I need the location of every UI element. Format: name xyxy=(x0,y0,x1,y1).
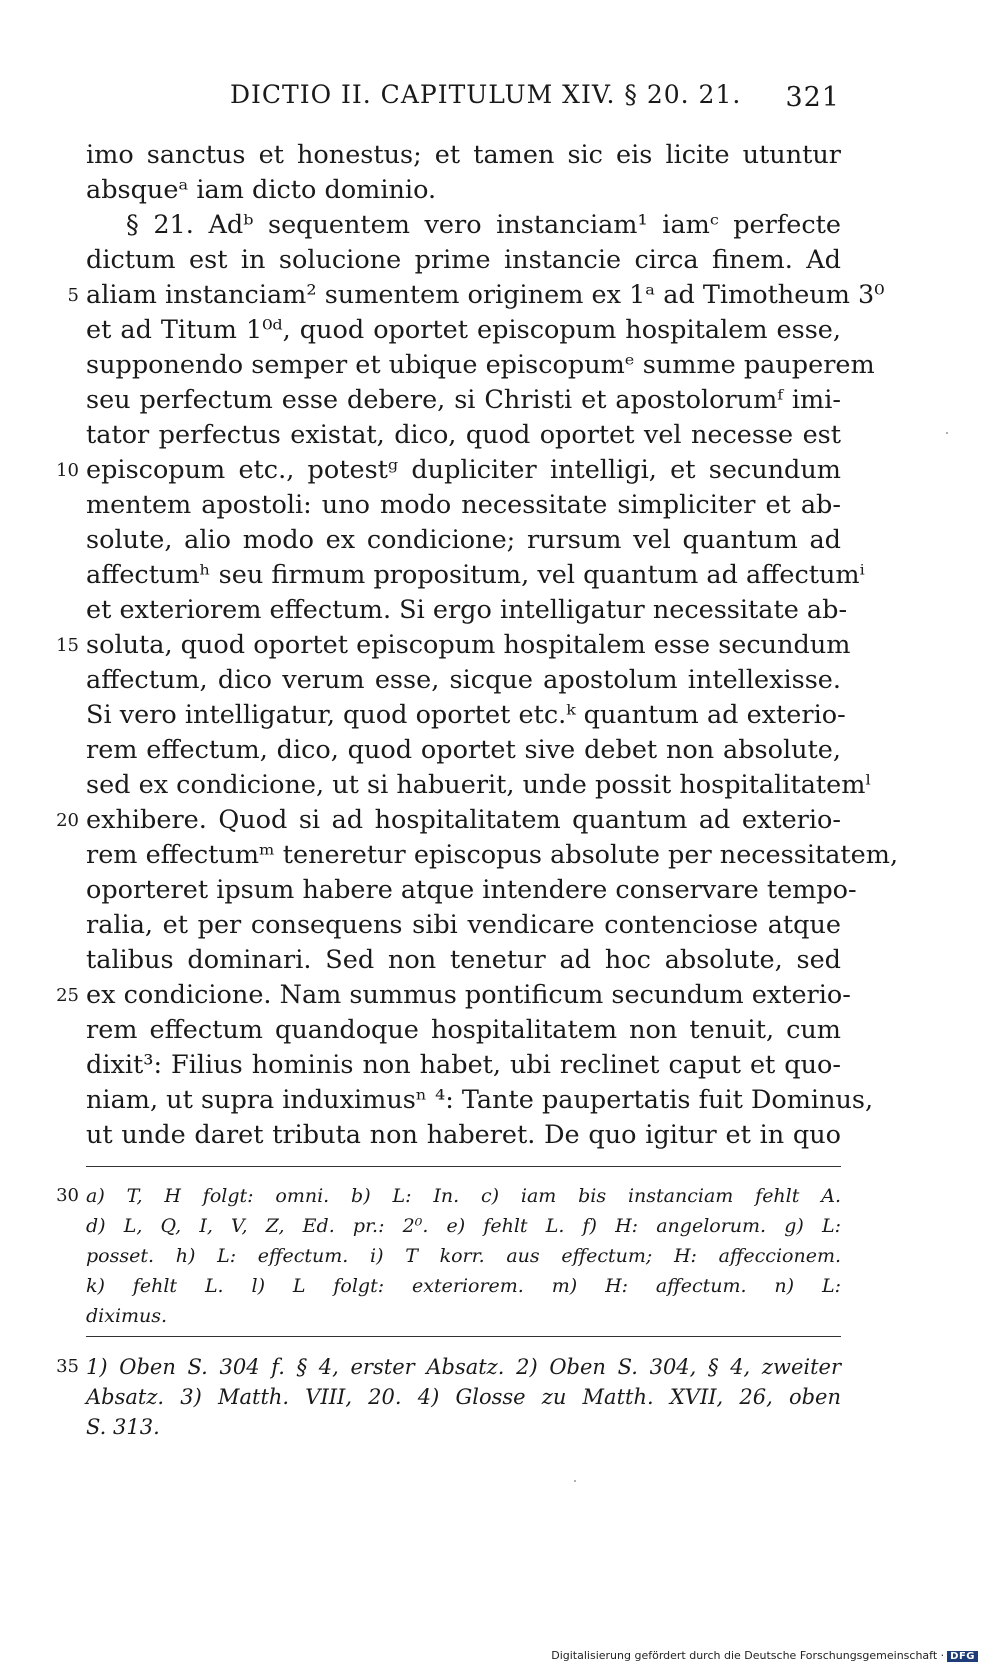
footnote-line xyxy=(86,1412,841,1442)
main-text xyxy=(56,138,899,1153)
apparatus-text: posset. h) L: effectum. i) T korr. aus effectum; H: affeccionem. xyxy=(86,1245,841,1267)
text-line xyxy=(86,908,841,943)
text-line xyxy=(86,208,841,243)
footnote-text: S. 313. xyxy=(86,1415,160,1439)
line-text: niam, ut supra induximusⁿ ⁴: Tante paupertatis fuit Dominus, xyxy=(86,1085,874,1115)
text-line xyxy=(86,523,841,558)
critical-apparatus xyxy=(56,1181,841,1331)
line-text: § 21. Adᵇ sequentem vero instanciam¹ iamᶜ perfecte xyxy=(126,210,841,240)
footnotes xyxy=(56,1352,841,1442)
text-line xyxy=(86,873,857,908)
apparatus-divider xyxy=(86,1166,841,1167)
line-number: 30 xyxy=(56,1185,79,1206)
line-text: solute, alio modo ex condicione; rursum vel quantum ad xyxy=(86,525,841,555)
line-text: Si vero intelligatur, quod oportet etc.ᵏ quantum ad exterio- xyxy=(86,700,846,730)
line-number: 20 xyxy=(56,810,79,831)
line-text: dictum est in solucione prime instancie circa finem. Ad xyxy=(86,245,841,275)
apparatus-line xyxy=(86,1301,841,1331)
text-line xyxy=(86,593,848,628)
line-text: rem effectumᵐ teneretur episcopus absolute per necessitatem, xyxy=(86,840,899,870)
text-line xyxy=(86,768,872,803)
line-text: absqueᵃ iam dicto dominio. xyxy=(86,175,437,205)
apparatus-line xyxy=(86,1271,841,1301)
apparatus-text: a) T, H folgt: omni. b) L: In. c) iam bis instanciam fehlt A. xyxy=(86,1185,841,1207)
text-line xyxy=(56,628,851,663)
running-title: DICTIO II. CAPITULUM XIV. § 20. 21. xyxy=(230,80,742,109)
text-line xyxy=(86,138,841,173)
footnote-divider xyxy=(86,1336,841,1337)
text-line xyxy=(86,1048,841,1083)
line-text: soluta, quod oportet episcopum hospitalem esse secundum xyxy=(86,630,851,660)
line-text: sed ex condicione, ut si habuerit, unde possit hospitalitatemˡ xyxy=(86,770,872,800)
text-line xyxy=(86,558,865,593)
page-number: 321 xyxy=(785,82,840,113)
line-number: 35 xyxy=(56,1356,79,1377)
text-line xyxy=(86,1118,841,1153)
line-text: et ad Titum 1⁰ᵈ, quod oportet episcopum hospitalem esse, xyxy=(86,315,841,345)
line-text: talibus dominari. Sed non tenetur ad hoc absolute, sed xyxy=(86,945,841,975)
text-line xyxy=(86,1083,874,1118)
footnote-text: 1) Oben S. 304 f. § 4, erster Absatz. 2) Oben S. 304, § 4, zweiter xyxy=(86,1355,841,1379)
apparatus-text: d) L, Q, I, V, Z, Ed. pr.: 2⁰. e) fehlt L. f) H: angelorum. g) L: xyxy=(86,1215,841,1237)
line-text: dixit³: Filius hominis non habet, ubi reclinet caput et quo- xyxy=(86,1050,841,1080)
line-text: rem effectum, dico, quod oportet sive debet non absolute, xyxy=(86,735,841,765)
text-line xyxy=(86,698,846,733)
text-line xyxy=(86,733,841,768)
line-text: et exteriorem effectum. Si ergo intelligatur necessitate ab- xyxy=(86,595,848,625)
apparatus-line xyxy=(56,1181,841,1211)
line-text: oporteret ipsum habere atque intendere conservare tempo- xyxy=(86,875,857,905)
footnote-text: Absatz. 3) Matth. VIII, 20. 4) Glosse zu Matth. XVII, 26, oben xyxy=(86,1385,841,1409)
line-text: aliam instanciam² sumentem originem ex 1ᵃ ad Timotheum 3⁰ xyxy=(86,280,885,310)
digitization-credit xyxy=(551,1649,978,1662)
text-line xyxy=(86,313,841,348)
text-line xyxy=(86,383,841,418)
line-text: tator perfectus existat, dico, quod oportet vel necesse est xyxy=(86,420,841,450)
apparatus-text: diximus. xyxy=(86,1305,168,1327)
paper-speck xyxy=(574,1480,576,1482)
text-line xyxy=(67,278,885,313)
line-number: 10 xyxy=(56,460,79,481)
line-text: supponendo semper et ubique episcopumᵉ summe pauperem xyxy=(86,350,875,380)
dfg-logo: DFG xyxy=(947,1651,978,1662)
text-line xyxy=(86,943,841,978)
line-text: exhibere. Quod si ad hospitalitatem quantum ad exterio- xyxy=(86,805,841,835)
line-text: seu perfectum esse debere, si Christi et apostolorumᶠ imi- xyxy=(86,385,841,415)
footnote-line xyxy=(56,1352,841,1382)
text-line xyxy=(86,348,875,383)
text-line xyxy=(86,838,899,873)
line-text: affectumʰ seu firmum propositum, vel quantum ad affectumⁱ xyxy=(86,560,865,590)
credit-text: Digitalisierung gefördert durch die Deutsche Forschungsgemeinschaft · xyxy=(551,1649,945,1662)
apparatus-line xyxy=(86,1211,841,1241)
line-text: ut unde daret tributa non haberet. De quo igitur et in quo xyxy=(86,1120,841,1150)
apparatus-text: k) fehlt L. l) L folgt: exteriorem. m) H: affectum. n) L: xyxy=(86,1275,841,1297)
text-line xyxy=(56,453,841,488)
line-text: ralia, et per consequens sibi vendicare contenciose atque xyxy=(86,910,841,940)
text-line xyxy=(86,173,841,208)
text-line xyxy=(86,663,841,698)
text-line xyxy=(56,803,841,838)
text-line xyxy=(86,418,841,453)
footnote-line xyxy=(86,1382,841,1412)
text-line xyxy=(86,488,841,523)
line-text: imo sanctus et honestus; et tamen sic eis licite utuntur xyxy=(86,140,841,170)
line-text: episcopum etc., potestᵍ dupliciter intelligi, et secundum xyxy=(86,455,841,485)
line-text: mentem apostoli: uno modo necessitate simpliciter et ab- xyxy=(86,490,841,520)
line-text: ex condicione. Nam summus pontificum secundum exterio- xyxy=(86,980,851,1010)
line-number: 15 xyxy=(56,635,79,656)
line-number: 5 xyxy=(67,285,79,306)
line-text: rem effectum quandoque hospitalitatem non tenuit, cum xyxy=(86,1015,841,1045)
line-number: 25 xyxy=(56,985,79,1006)
line-text: affectum, dico verum esse, sicque apostolum intellexisse. xyxy=(86,665,841,695)
text-line xyxy=(86,243,841,278)
text-line xyxy=(56,978,851,1013)
paper-speck xyxy=(946,432,948,434)
text-line xyxy=(86,1013,841,1048)
apparatus-line xyxy=(86,1241,841,1271)
